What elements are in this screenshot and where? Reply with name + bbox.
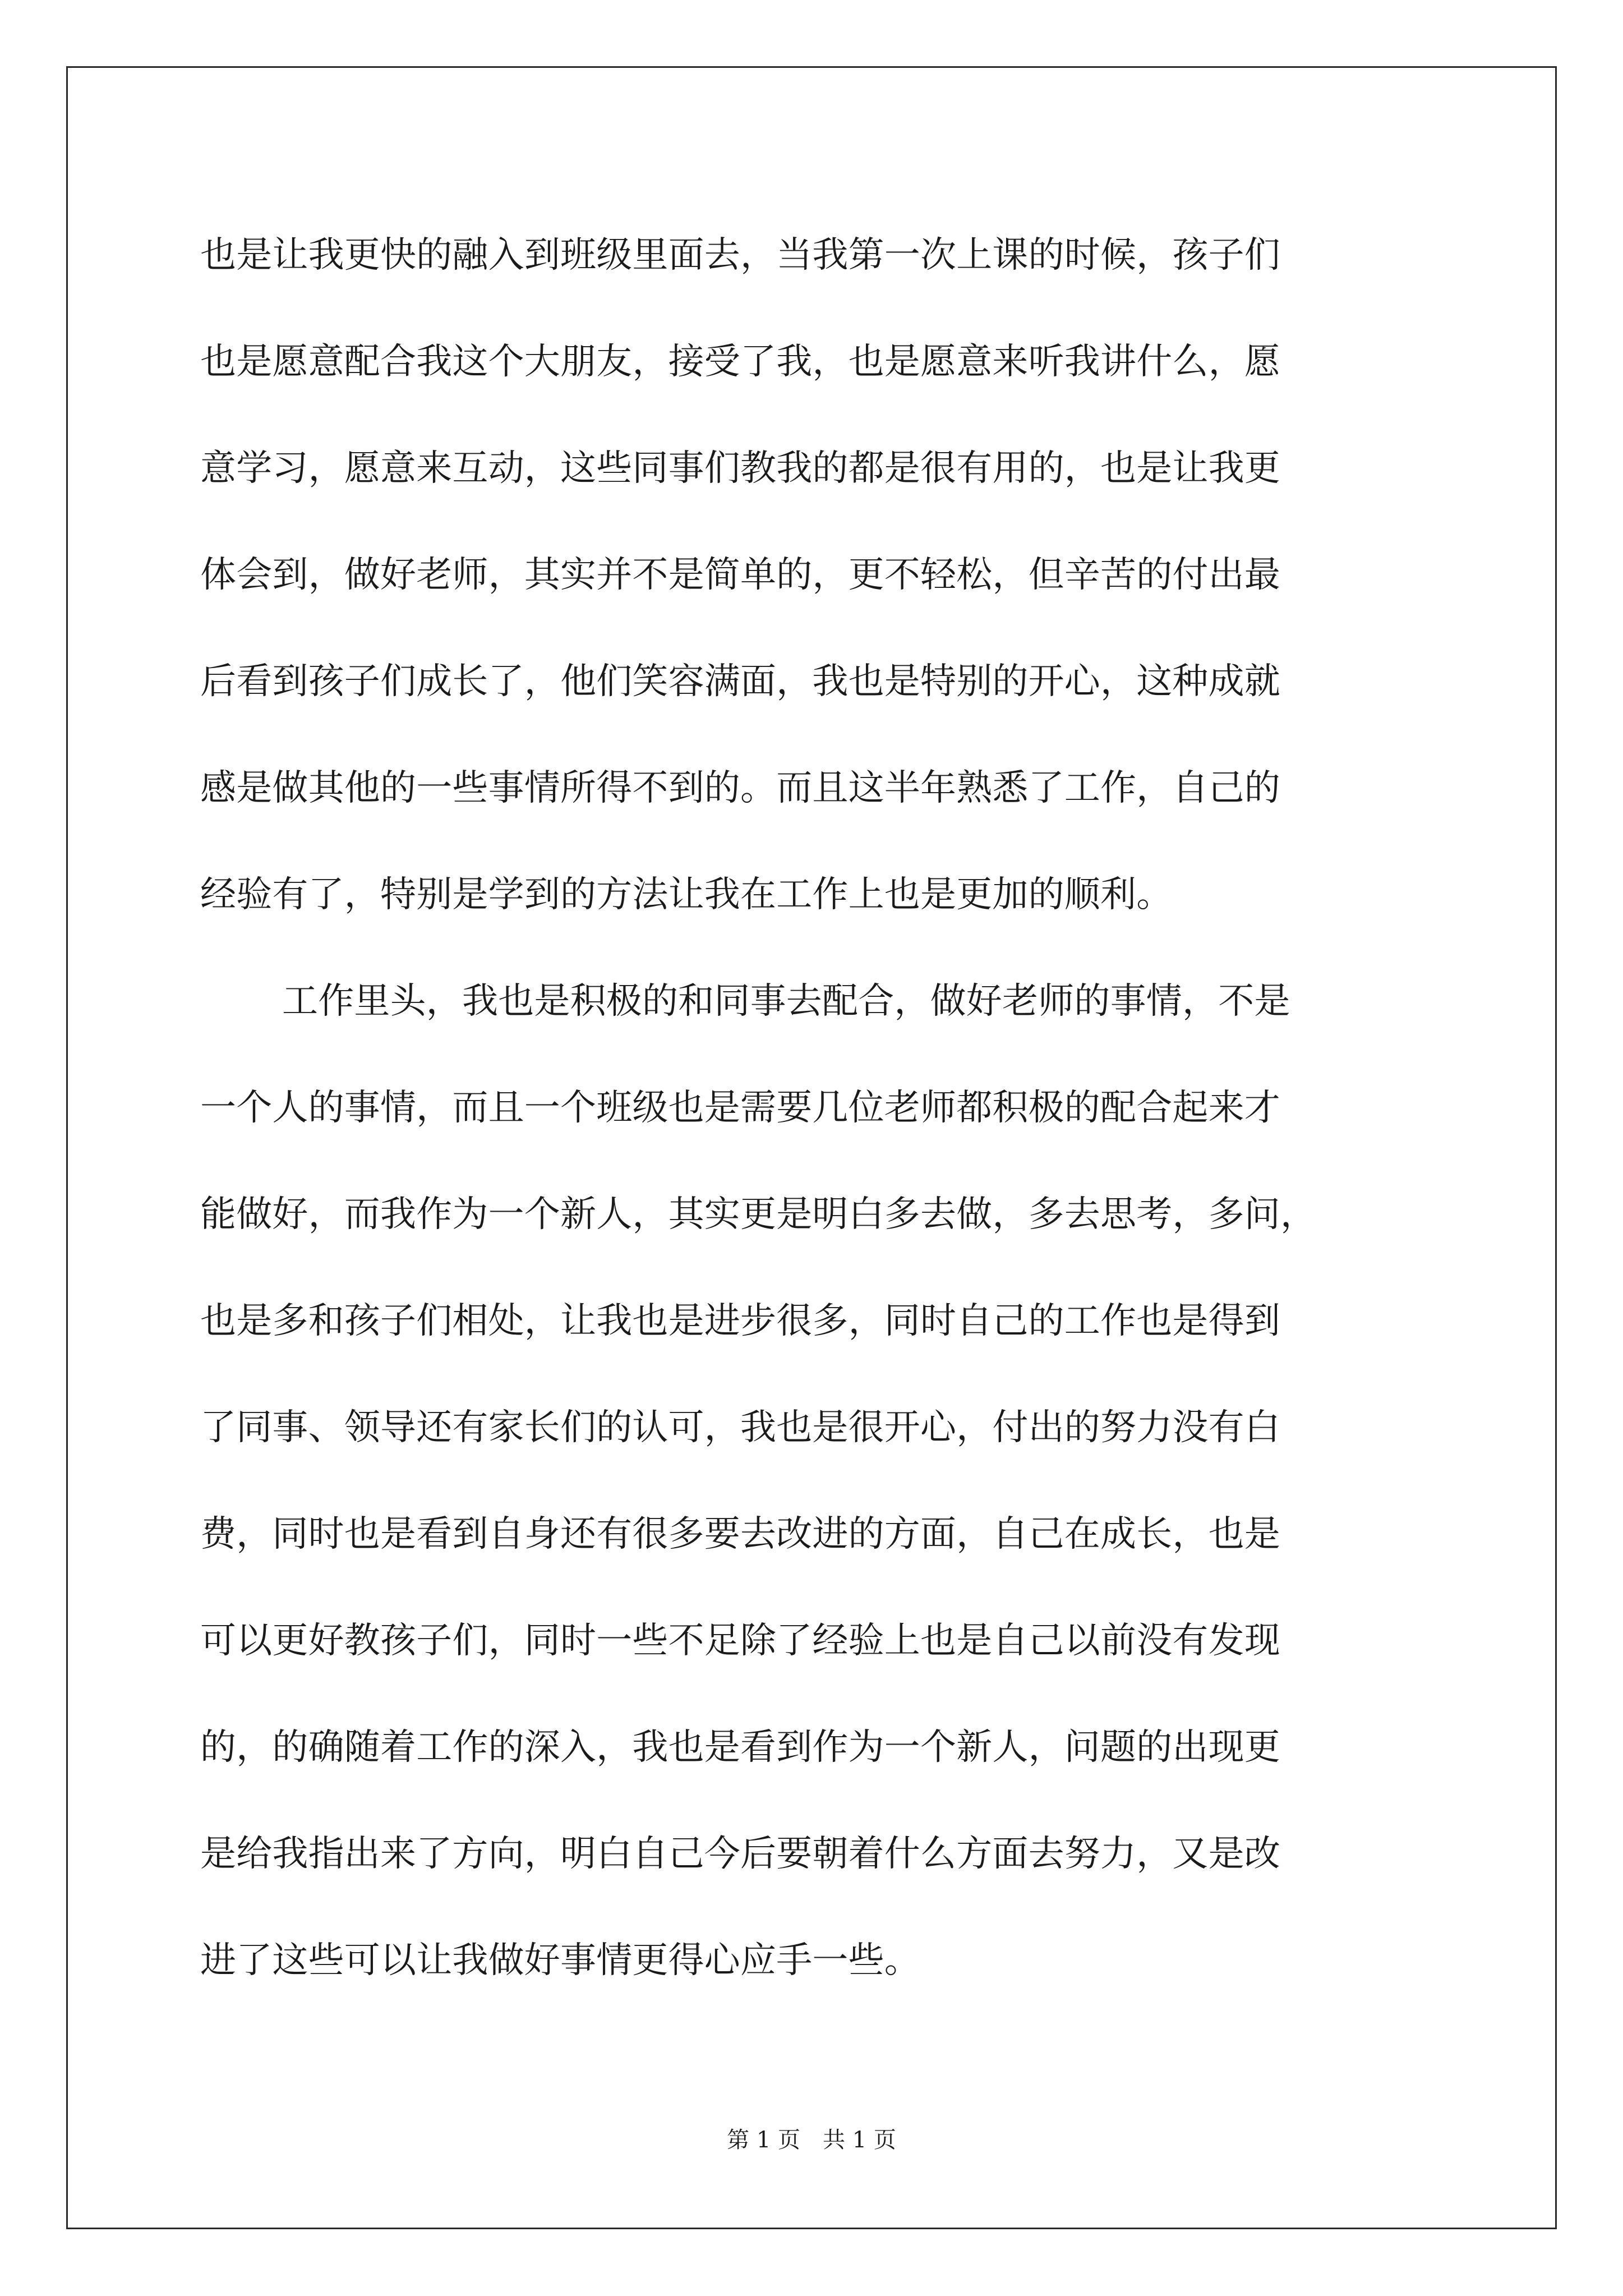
text-line: 一个人的事情，而且一个班级也是需要几位老师都积极的配合起来才 [200, 1087, 1280, 1129]
text-line: 可以更好教孩子们，同时一些不足除了经验上也是自己以前没有发现 [200, 1620, 1280, 1662]
text-line: 也是让我更快的融入到班级里面去，当我第一次上课的时候，孩子们 [200, 234, 1280, 276]
text-line: 感是做其他的一些事情所得不到的。而且这半年熟悉了工作，自己的 [200, 767, 1280, 809]
text-line: 是给我指出来了方向，明白自己今后要朝着什么方面去努力，又是改 [200, 1833, 1280, 1875]
text-line: 费，同时也是看到自身还有很多要去改进的方面，自己在成长，也是 [200, 1513, 1280, 1555]
page-total: 共 1 页 [823, 2127, 896, 2153]
text-line: 也是愿意配合我这个大朋友，接受了我，也是愿意来听我讲什么，愿 [200, 341, 1280, 383]
text-line: 后看到孩子们成长了，他们笑容满面，我也是特别的开心，这种成就 [200, 661, 1280, 702]
page-number: 第 1 页 [727, 2127, 800, 2153]
text-line: 体会到，做好老师，其实并不是简单的，更不轻松，但辛苦的付出最 [200, 554, 1280, 596]
text-line: 意学习，愿意来互动，这些同事们教我的都是很有用的，也是让我更 [200, 448, 1280, 489]
page-footer [0, 2122, 1623, 2154]
text-line: 经验有了，特别是学到的方法让我在工作上也是更加的顺利。 [200, 874, 1173, 915]
text-line: 能做好，而我作为一个新人，其实更是明白多去做，多去思考，多问， [200, 1194, 1317, 1235]
text-line: 了同事、领导还有家长们的认可，我也是很开心，付出的努力没有白 [200, 1407, 1280, 1448]
text-line: 也是多和孩子们相处，让我也是进步很多，同时自己的工作也是得到 [200, 1300, 1280, 1342]
text-line: 的，的确随着工作的深入，我也是看到作为一个新人，问题的出现更 [200, 1727, 1280, 1768]
text-line: 进了这些可以让我做好事情更得心应手一些。 [200, 1940, 920, 1981]
paragraph-start-line: 工作里头，我也是积极的和同事去配合，做好老师的事情，不是 [282, 981, 1290, 1022]
document-body [200, 202, 1423, 2014]
